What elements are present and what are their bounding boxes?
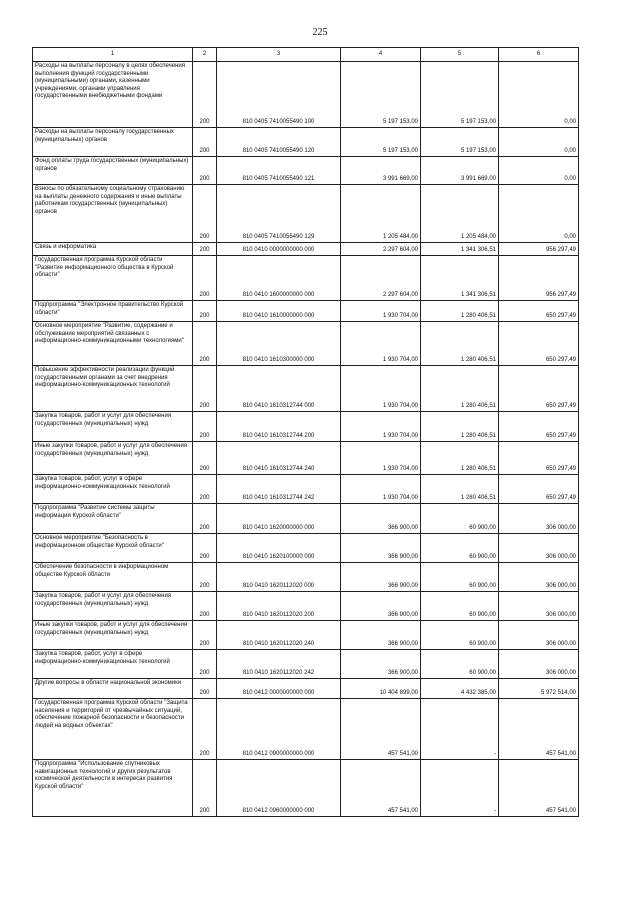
row-col5: 5 197 153,00 <box>421 128 499 157</box>
row-col6: 0,00 <box>499 62 579 128</box>
row-col6: 956 297,49 <box>499 256 579 301</box>
row-name: Основное мероприятие "Развитие, содержание и обслуживание мероприятий связанных с информационно-коммуникационными технологиями" <box>33 322 193 366</box>
table-header-row <box>33 48 579 62</box>
row-name: Иные закупки товаров, работ и услуг для обеспечения государственных (муниципальных) нужд <box>33 621 193 650</box>
row-col6: 306 000,00 <box>499 621 579 650</box>
row-name: Основное мероприятие "Безопасность в информационном обществе Курской области" <box>33 534 193 563</box>
row-code: 200 <box>193 157 217 185</box>
table-row <box>33 534 579 563</box>
row-col4: 10 404 899,00 <box>341 679 421 699</box>
table-row <box>33 442 579 475</box>
header-col-6: 6 <box>499 48 579 62</box>
table-row <box>33 185 579 243</box>
header-col-2: 2 <box>193 48 217 62</box>
row-col4: 3 991 669,00 <box>341 157 421 185</box>
table-row <box>33 679 579 699</box>
row-address: 810 0410 1610312744 000 <box>217 366 341 412</box>
row-address: 810 0410 1610312744 240 <box>217 442 341 475</box>
row-code: 200 <box>193 442 217 475</box>
row-code: 200 <box>193 699 217 760</box>
table-row <box>33 243 579 256</box>
row-name: Закупка товаров, работ, услуг в сфере информационно-коммуникационных технологий <box>33 475 193 504</box>
row-name: Подпрограмма "Развитие системы защиты информации Курской области" <box>33 504 193 534</box>
row-col6: 306 000,00 <box>499 534 579 563</box>
table-row <box>33 128 579 157</box>
row-col5: 5 197 153,00 <box>421 62 499 128</box>
row-name: Повышение эффективности реализации функций государственными органами за счет внедрения информационно-коммуникационных технологий <box>33 366 193 412</box>
row-col6: 457 541,00 <box>499 760 579 817</box>
row-col6: 306 000,00 <box>499 592 579 621</box>
row-col4: 2 297 604,00 <box>341 243 421 256</box>
row-address: 810 0405 7410055490 121 <box>217 157 341 185</box>
row-address: 810 0410 0000000000 000 <box>217 243 341 256</box>
row-col6: 0,00 <box>499 128 579 157</box>
row-col6: 0,00 <box>499 185 579 243</box>
table-row <box>33 301 579 322</box>
table-row <box>33 699 579 760</box>
row-address: 810 0412 0000000000 000 <box>217 679 341 699</box>
table-row <box>33 650 579 679</box>
row-name: Иные закупки товаров, работ и услуг для обеспечения государственных (муниципальных) нужд <box>33 442 193 475</box>
row-col4: 366 900,00 <box>341 563 421 592</box>
table-row <box>33 760 579 817</box>
row-col4: 457 541,00 <box>341 760 421 817</box>
table-body <box>33 62 579 817</box>
row-col5: 1 280 406,51 <box>421 301 499 322</box>
row-address: 810 0410 1610312744 242 <box>217 475 341 504</box>
row-address: 810 0410 1620112020 242 <box>217 650 341 679</box>
row-col5: - <box>421 760 499 817</box>
row-address: 810 0412 0960000000 000 <box>217 760 341 817</box>
row-col4: 366 900,00 <box>341 504 421 534</box>
row-code: 200 <box>193 301 217 322</box>
row-code: 200 <box>193 563 217 592</box>
row-name: Закупка товаров, работ и услуг для обеспечения государственных (муниципальных) нужд <box>33 592 193 621</box>
row-code: 200 <box>193 650 217 679</box>
row-col4: 1 930 704,00 <box>341 442 421 475</box>
row-col6: 650 297,49 <box>499 475 579 504</box>
row-name: Расходы на выплаты персоналу государственных (муниципальных) органов <box>33 128 193 157</box>
row-address: 810 0410 1610000000 000 <box>217 301 341 322</box>
row-code: 200 <box>193 412 217 442</box>
row-col6: 306 000,00 <box>499 563 579 592</box>
row-col5: 60 900,00 <box>421 650 499 679</box>
row-name: Государственная программа Курской области "Развитие информационного общества в Курской области" <box>33 256 193 301</box>
row-address: 810 0405 7410055490 100 <box>217 62 341 128</box>
row-col5: 3 991 669,00 <box>421 157 499 185</box>
row-code: 200 <box>193 322 217 366</box>
row-name: Другие вопросы в области национальной экономики <box>33 679 193 699</box>
row-code: 200 <box>193 128 217 157</box>
row-col6: 457 541,00 <box>499 699 579 760</box>
row-col4: 1 205 484,00 <box>341 185 421 243</box>
row-col5: - <box>421 699 499 760</box>
page-number: 225 <box>312 27 328 38</box>
row-col4: 1 930 704,00 <box>341 366 421 412</box>
row-address: 810 0405 7410055490 120 <box>217 128 341 157</box>
table-row <box>33 621 579 650</box>
budget-table <box>32 47 579 817</box>
row-col5: 60 900,00 <box>421 534 499 563</box>
row-address: 810 0405 7410055490 129 <box>217 185 341 243</box>
row-col4: 366 900,00 <box>341 592 421 621</box>
row-code: 200 <box>193 185 217 243</box>
row-col4: 366 900,00 <box>341 650 421 679</box>
header-col-4: 4 <box>341 48 421 62</box>
row-col6: 650 297,49 <box>499 322 579 366</box>
row-col4: 1 930 704,00 <box>341 301 421 322</box>
row-col5: 60 900,00 <box>421 621 499 650</box>
row-code: 200 <box>193 592 217 621</box>
table-row <box>33 157 579 185</box>
row-code: 200 <box>193 534 217 563</box>
row-col5: 1 280 406,51 <box>421 442 499 475</box>
row-col4: 366 900,00 <box>341 621 421 650</box>
header-col-1: 1 <box>33 48 193 62</box>
row-col4: 457 541,00 <box>341 699 421 760</box>
row-col4: 366 900,00 <box>341 534 421 563</box>
row-name: Связь и информатика <box>33 243 193 256</box>
row-name: Закупка товаров, работ и услуг для обеспечения государственных (муниципальных) нужд <box>33 412 193 442</box>
row-address: 810 0410 1620112020 200 <box>217 592 341 621</box>
table-row <box>33 592 579 621</box>
row-code: 200 <box>193 243 217 256</box>
row-col6: 650 297,49 <box>499 366 579 412</box>
row-name: Государственная программа Курской области "Защита населения и территорий от чрезвычайных ситуаций, обеспечение пожарной безопасности и безопасности людей на водных объектах" <box>33 699 193 760</box>
row-code: 200 <box>193 62 217 128</box>
row-col4: 1 930 704,00 <box>341 322 421 366</box>
row-address: 810 0412 0900000000 000 <box>217 699 341 760</box>
table-row <box>33 412 579 442</box>
row-code: 200 <box>193 679 217 699</box>
row-col4: 1 930 704,00 <box>341 475 421 504</box>
header-col-3: 3 <box>217 48 341 62</box>
row-col6: 650 297,49 <box>499 442 579 475</box>
table-row <box>33 504 579 534</box>
row-address: 810 0410 1620112020 240 <box>217 621 341 650</box>
table-row <box>33 62 579 128</box>
row-col6: 306 000,00 <box>499 650 579 679</box>
row-name: Взносы по обязательному социальному страхованию на выплаты денежного содержания и иные выплаты работникам государственных (муниципальных) органов <box>33 185 193 243</box>
row-col5: 60 900,00 <box>421 504 499 534</box>
row-col6: 0,00 <box>499 157 579 185</box>
row-code: 200 <box>193 760 217 817</box>
row-col6: 956 297,49 <box>499 243 579 256</box>
row-code: 200 <box>193 504 217 534</box>
row-name: Фонд оплаты труда государственных (муниципальных) органов <box>33 157 193 185</box>
row-col5: 60 900,00 <box>421 592 499 621</box>
row-col5: 1 280 406,51 <box>421 366 499 412</box>
row-name: Подпрограмма "Использование спутниковых навигационных технологий и других результатов космической деятельности в интересах развития Курской области" <box>33 760 193 817</box>
row-address: 810 0410 1610312744 200 <box>217 412 341 442</box>
row-col5: 1 280 406,51 <box>421 322 499 366</box>
row-code: 200 <box>193 366 217 412</box>
table-row <box>33 366 579 412</box>
row-col6: 306 000,00 <box>499 504 579 534</box>
row-address: 810 0410 1620000000 000 <box>217 504 341 534</box>
row-col5: 4 432 385,00 <box>421 679 499 699</box>
row-code: 200 <box>193 475 217 504</box>
row-col4: 5 197 153,00 <box>341 128 421 157</box>
row-code: 200 <box>193 621 217 650</box>
row-col5: 1 280 406,51 <box>421 412 499 442</box>
row-col5: 1 341 306,51 <box>421 256 499 301</box>
header-col-5: 5 <box>421 48 499 62</box>
row-col6: 650 297,49 <box>499 412 579 442</box>
row-name: Обеспечение безопасности в информационном обществе Курской области <box>33 563 193 592</box>
row-address: 810 0410 1610300000 000 <box>217 322 341 366</box>
row-col5: 1 205 484,00 <box>421 185 499 243</box>
row-col4: 2 297 604,00 <box>341 256 421 301</box>
table-row <box>33 256 579 301</box>
row-name: Расходы на выплаты персоналу в целях обеспечения выполнения функций государственными (муниципальными) органами, казенными учреждениями, органами управления государственными внебюджетными фондами <box>33 62 193 128</box>
row-code: 200 <box>193 256 217 301</box>
row-col6: 650 297,49 <box>499 301 579 322</box>
table-row <box>33 322 579 366</box>
row-col6: 5 972 514,00 <box>499 679 579 699</box>
row-col5: 60 900,00 <box>421 563 499 592</box>
row-address: 810 0410 1620100000 000 <box>217 534 341 563</box>
row-name: Закупка товаров, работ, услуг в сфере информационно-коммуникационных технологий <box>33 650 193 679</box>
row-address: 810 0410 1620112020 000 <box>217 563 341 592</box>
row-col4: 5 197 153,00 <box>341 62 421 128</box>
table-row <box>33 563 579 592</box>
row-col5: 1 280 406,51 <box>421 475 499 504</box>
table-row <box>33 475 579 504</box>
row-col5: 1 341 306,51 <box>421 243 499 256</box>
row-name: Подпрограмма "Электронное правительство Курской области" <box>33 301 193 322</box>
row-col4: 1 930 704,00 <box>341 412 421 442</box>
row-address: 810 0410 1600000000 000 <box>217 256 341 301</box>
